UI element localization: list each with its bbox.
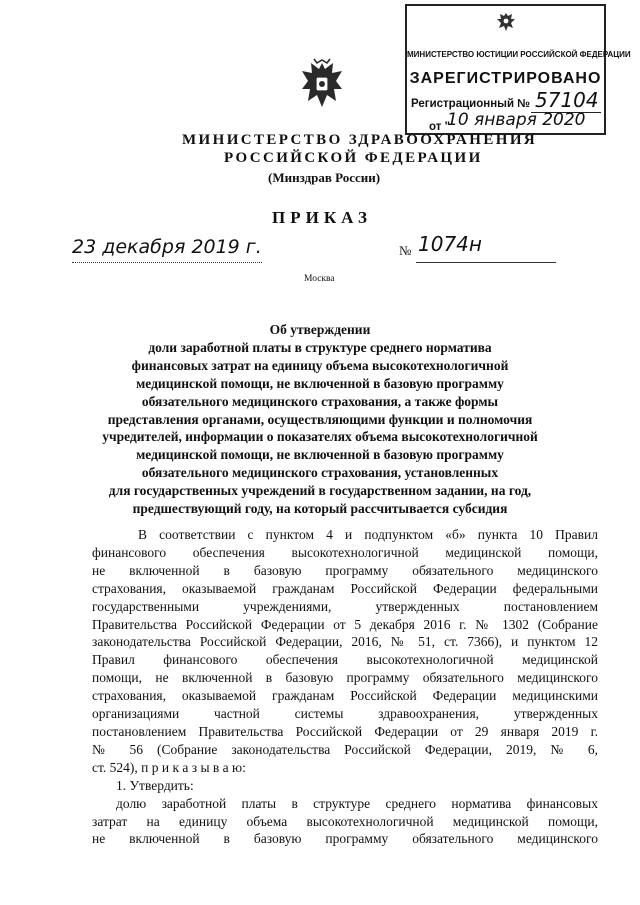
heading-line: медицинской помощи, не включенной в базовую программу	[136, 375, 504, 391]
city: Москва	[304, 274, 335, 284]
order-number-underline	[416, 262, 556, 263]
body-line: страхования, оказываемой гражданам Российской Федерации медицинскими	[92, 688, 598, 704]
body-line: № 56 (Собрание законодательства Российской Федерации, 2019, № 6,	[92, 741, 598, 757]
order-number-sign: №	[399, 243, 412, 258]
heading-line: медицинской помощи, не включенной в базовую программу	[136, 447, 504, 463]
heading-line: финансовых затрат на единицу объема высокотехнологичной	[131, 357, 509, 373]
ministry-name: МИНИСТЕРСТВО ЗДРАВООХРАНЕНИЯ	[182, 132, 538, 148]
body-line: финансового обеспечения высокотехнологичной медицинской помощи,	[92, 544, 598, 560]
body-line: ст. 524), п р и к а з ы в а ю:	[92, 759, 246, 775]
body-line: В соответствии с пунктом 4 и подпунктом «б» пункта 10 Правил	[138, 527, 598, 542]
body-line: Правительства Российской Федерации от 5 декабря 2016 г. № 1302 (Собрание	[92, 616, 598, 632]
body-line: долю заработной платы в структуре среднего норматива финансовых	[116, 795, 598, 811]
body-line: страхования, оказываемой гражданам Российской Федерации федеральными	[92, 580, 598, 596]
ministry-short-name: (Минздрав России)	[268, 170, 381, 185]
document-body	[92, 526, 598, 848]
heading-line: доли заработной платы в структуре среднего норматива	[148, 339, 492, 355]
eagle-emblem-icon	[495, 10, 517, 34]
heading-line: представления органами, осуществляющими функции и полномочия	[107, 411, 533, 427]
body-line: постановлением Правительства Российской Федерации от 29 января 2019 г.	[92, 723, 598, 739]
order-number: 1074н	[418, 232, 482, 256]
stamp-date-label: от "	[429, 121, 451, 133]
stamp-registered: ЗАРЕГИСТРИРОВАНО	[409, 70, 602, 87]
coat-of-arms-icon	[298, 57, 346, 115]
stamp-ministry: МИНИСТЕРСТВО ЮСТИЦИИ РОССИЙСКОЙ ФЕДЕРАЦИИ	[407, 50, 631, 59]
body-line: не включенной в базовую программу обязательного медицинского	[92, 562, 598, 578]
heading-line: предшествующий году, на который рассчитывается субсидия	[132, 501, 508, 517]
heading-line: Об утверждении	[269, 322, 371, 337]
heading-line: обязательного медицинского страхования, а также формы	[141, 393, 499, 409]
document-heading	[40, 321, 600, 518]
body-line: 1. Утвердить:	[116, 777, 194, 793]
heading-line: обязательного медицинского страхования, установленных	[141, 465, 499, 481]
heading-line: для государственных учреждений в государственном задании, на год,	[108, 483, 532, 499]
body-line: не включенной в базовую программу обязательного медицинского	[92, 831, 598, 847]
document-title: ПРИКАЗ	[272, 208, 372, 227]
stamp-date-value: 10 января 2020	[447, 110, 586, 130]
order-date-underline	[72, 262, 262, 263]
stamp-regno-label: Регистрационный №	[411, 98, 531, 110]
body-line: затрат на единицу объема высокотехнологичной медицинской помощи,	[92, 813, 598, 829]
ministry-country: РОССИЙСКОЙ ФЕДЕРАЦИИ	[224, 150, 483, 166]
heading-line: учредителей, информации о показателях объема высокотехнологичной	[102, 429, 538, 445]
body-line: Правил финансового обеспечения высокотехнологичной медицинской	[92, 652, 598, 668]
body-line: государственными учреждениями, утвержденных постановлением	[92, 598, 598, 614]
order-date: 23 декабря 2019 г.	[72, 236, 262, 258]
body-line: помощи, не включенной в базовую программу обязательного медицинского	[92, 670, 598, 686]
stamp-regno-value: 57104	[535, 88, 599, 112]
body-line: организациями частной системы здравоохранения, утвержденных	[92, 706, 598, 722]
body-line: законодательства Российской Федерации, 2016, № 51, ст. 7366), и пунктом 12	[92, 634, 598, 650]
registration-stamp	[405, 4, 631, 135]
